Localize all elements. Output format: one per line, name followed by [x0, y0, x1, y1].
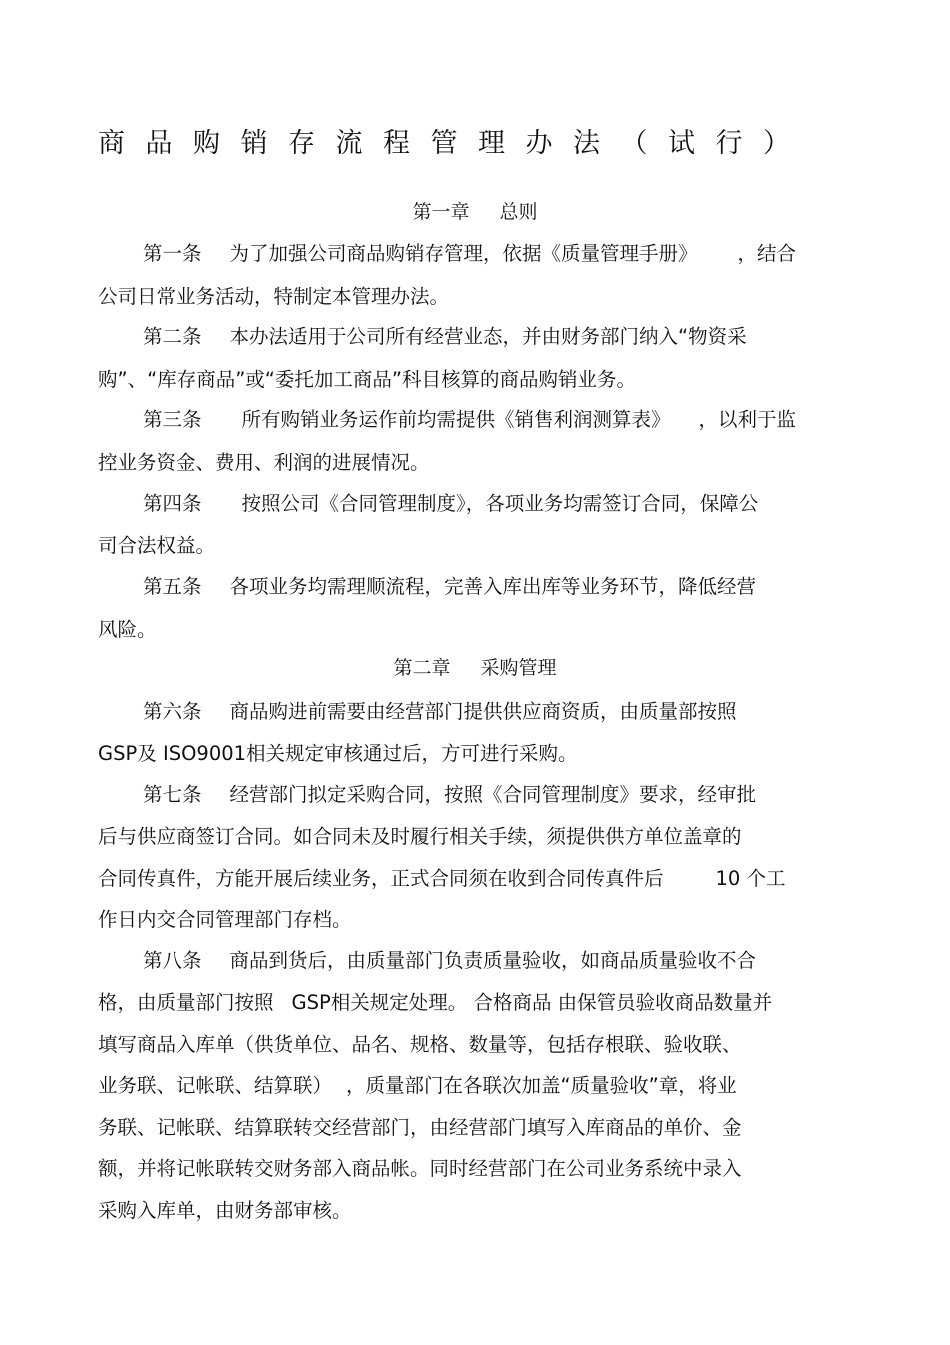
text: 为了加强公司商品购销存管理，依据《质量管理手册》: [229, 242, 698, 265]
text: 10 个工: [715, 867, 786, 890]
article-4-line-1: [143, 490, 758, 518]
text: 商品购进前需要由经营部门提供供应商资质，由质量部按照: [229, 700, 737, 723]
article-6-line-2: GSP及 ISO9001相关规定审核通过后，方可进行采购。: [98, 742, 578, 765]
article-8-line-4: [98, 1072, 737, 1100]
text: 业务联、记帐联、结算联）: [98, 1074, 333, 1097]
article-3-line-2: 控业务资金、费用、利润的进展情况。: [98, 451, 430, 474]
article-label: 第六条: [143, 700, 202, 723]
article-5-line-2: 风险。: [98, 618, 157, 641]
article-4-line-2: 司合法权益。: [98, 534, 216, 557]
chapter-label: 第一章: [412, 201, 470, 223]
article-label: 第八条: [143, 949, 202, 972]
chapter-heading-2: [0, 654, 950, 682]
article-2-line-1: [143, 323, 747, 351]
article-3-line-1: [143, 406, 796, 434]
article-8-line-3: 填写商品入库单（供货单位、品名、规格、数量等，包括存根联、验收联、: [98, 1033, 742, 1056]
article-8-line-1: [143, 947, 756, 975]
article-label: 第二条: [143, 325, 202, 348]
article-label: 第一条: [143, 242, 202, 265]
article-label: 第七条: [143, 783, 202, 806]
article-label: 第三条: [143, 408, 202, 431]
text: 所有购销业务运作前均需提供《销售利润测算表》: [241, 408, 671, 431]
article-7-line-3: [98, 865, 786, 893]
article-6-line-1: [143, 698, 737, 726]
chapter-name: 总则: [499, 201, 538, 223]
text: GSP相关规定处理。 合格商品 由保管员验收商品数量并: [291, 991, 773, 1014]
chapter-heading-1: [0, 198, 950, 226]
article-2-line-2: 购”、“库存商品”或“委托加工商品”科目核算的商品购销业务。: [98, 368, 637, 391]
text: 本办法适用于公司所有经营业态，并由财务部门纳入“物资采: [229, 325, 747, 348]
article-8-line-5: 务联、记帐联、结算联转交经营部门，由经营部门填写入库商品的单价、金: [98, 1116, 742, 1139]
text: ，以利于监: [698, 408, 797, 431]
text: 格，由质量部门按照: [98, 991, 274, 1014]
article-1-line-2: 公司日常业务活动，特制定本管理办法。: [98, 285, 450, 308]
article-5-line-1: [143, 573, 756, 601]
article-8-line-7: 采购入库单，由财务部审核。: [98, 1199, 352, 1222]
article-label: 第四条: [143, 492, 202, 515]
document-title: 商品购销存流程管理办法（试行）: [98, 128, 811, 159]
chapter-name: 采购管理: [480, 657, 557, 679]
article-7-line-1: [143, 781, 756, 809]
article-label: 第五条: [143, 575, 202, 598]
text: ，结合: [737, 242, 797, 265]
text: 按照公司《合同管理制度》，各项业务均需签订合同，保障公: [241, 492, 759, 515]
chapter-label: 第二章: [393, 657, 451, 679]
text: 商品到货后，由质量部门负责质量验收，如商品质量验收不合: [229, 949, 757, 972]
text: 各项业务均需理顺流程，完善入库出库等业务环节，降低经营: [229, 575, 757, 598]
text: 合同传真件，方能开展后续业务，正式合同须在收到合同传真件后: [98, 867, 664, 890]
article-7-line-2: 后与供应商签订合同。如合同未及时履行相关手续，须提供供方单位盖章的: [98, 825, 742, 848]
text: ，质量部门在各联次加盖“质量验收”章，将业: [346, 1074, 737, 1097]
article-8-line-2: [98, 989, 772, 1017]
article-8-line-6: 额，并将记帐联转交财务部入商品帐。同时经营部门在公司业务系统中录入: [98, 1157, 742, 1180]
text: 经营部门拟定采购合同，按照《合同管理制度》要求，经审批: [229, 783, 757, 806]
article-7-line-4: 作日内交合同管理部门存档。: [98, 908, 352, 931]
article-1-line-1: [143, 240, 796, 268]
